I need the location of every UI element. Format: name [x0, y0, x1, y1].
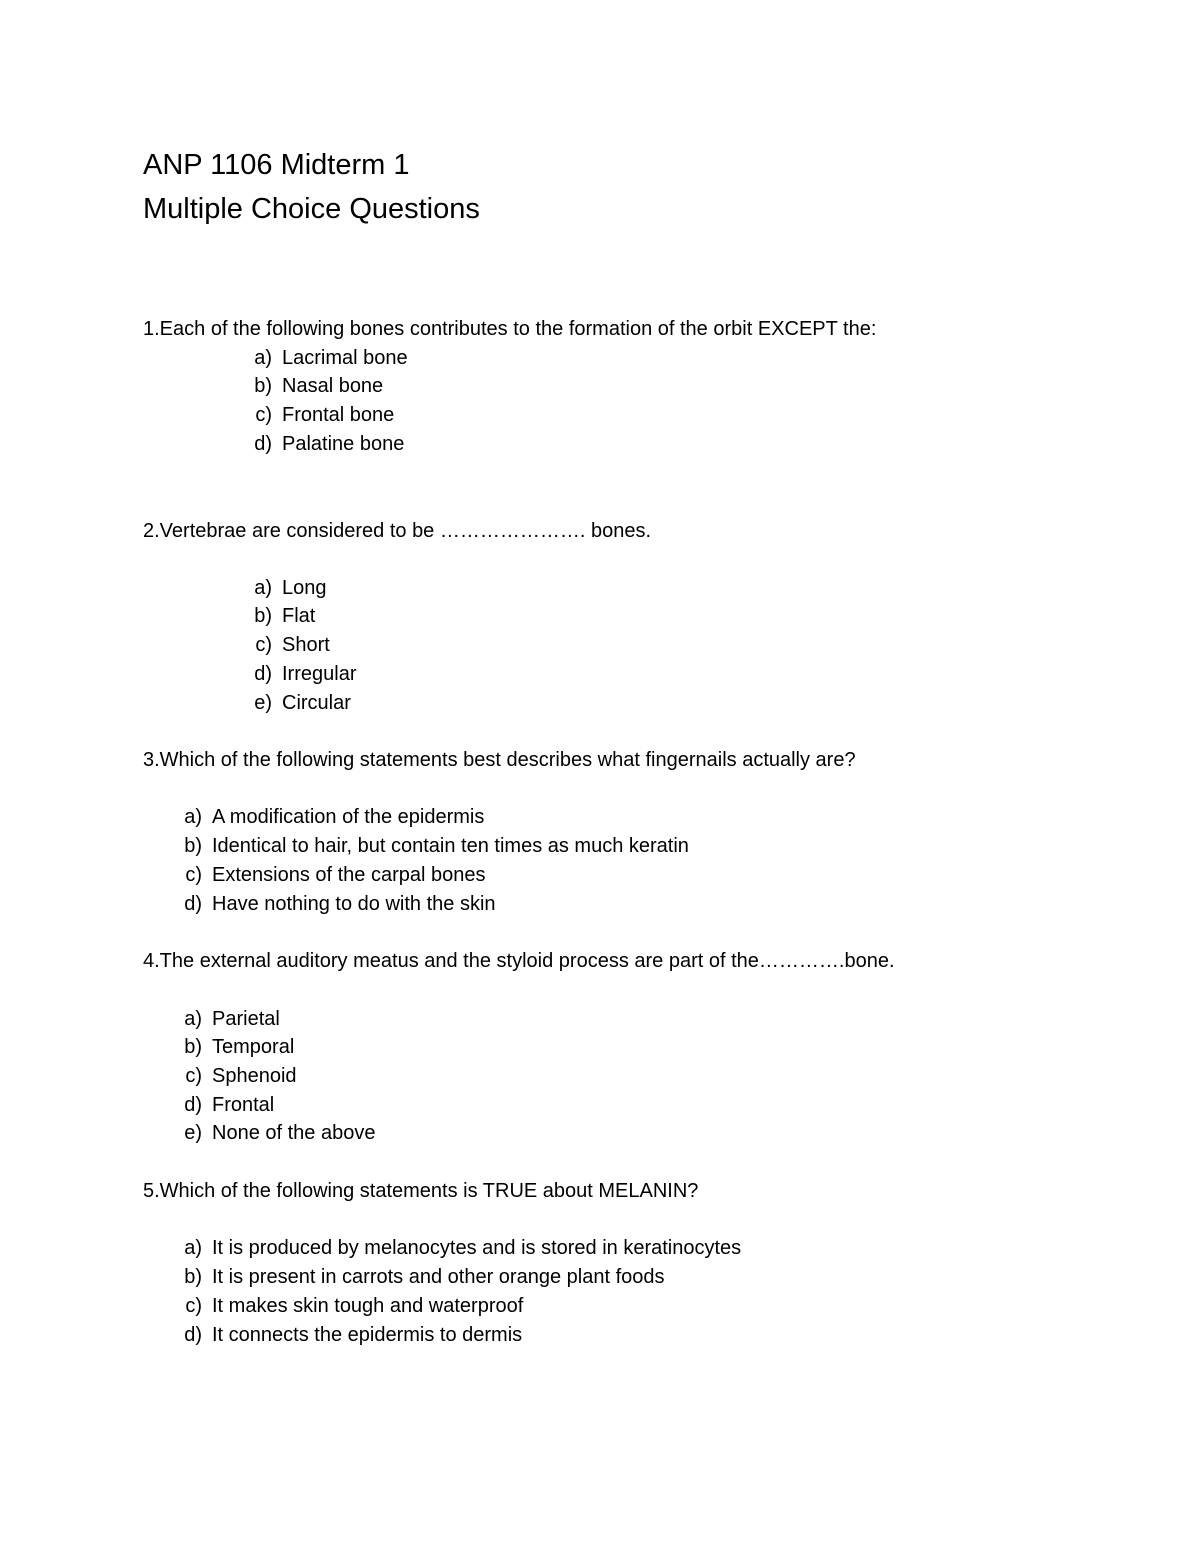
option-text: Temporal	[212, 1036, 295, 1058]
option-text: Irregular	[282, 663, 357, 685]
option-text: Frontal	[212, 1094, 275, 1116]
option-text: It makes skin tough and waterproof	[212, 1295, 524, 1317]
option-letter: b)	[184, 1036, 202, 1058]
option-letter: d)	[184, 893, 202, 915]
option-text: Frontal bone	[282, 404, 395, 426]
option-letter: c)	[185, 1295, 202, 1317]
option-letter: c)	[255, 404, 272, 426]
document-title: ANP 1106 Midterm 1	[143, 149, 410, 181]
option-text: It is present in carrots and other orange plant foods	[212, 1266, 665, 1288]
option-letter: b)	[184, 835, 202, 857]
option-text: None of the above	[212, 1122, 376, 1144]
option-letter: d)	[184, 1094, 202, 1116]
option-letter: d)	[254, 663, 272, 685]
option-text: It connects the epidermis to dermis	[212, 1324, 523, 1346]
option-letter: e)	[184, 1122, 202, 1144]
document-subtitle: Multiple Choice Questions	[143, 193, 480, 225]
option-letter: c)	[255, 634, 272, 656]
option-letter: a)	[184, 1237, 202, 1259]
option-text: Flat	[282, 605, 316, 627]
option-letter: a)	[184, 806, 202, 828]
question-5-stem: 5.Which of the following statements is TRUE about MELANIN?	[143, 1180, 699, 1202]
option-text: Extensions of the carpal bones	[212, 864, 486, 886]
option-text: Lacrimal bone	[282, 347, 408, 369]
option-text: Palatine bone	[282, 433, 405, 455]
question-1-stem: 1.Each of the following bones contributes to the formation of the orbit EXCEPT the:	[143, 318, 877, 340]
option-letter: a)	[254, 577, 272, 599]
option-letter: e)	[254, 692, 272, 714]
option-letter: c)	[185, 1065, 202, 1087]
question-3-stem: 3.Which of the following statements best describes what fingernails actually are?	[143, 749, 856, 771]
option-letter: b)	[254, 605, 272, 627]
option-text: Parietal	[212, 1008, 280, 1030]
option-text: Circular	[282, 692, 351, 714]
option-text: Have nothing to do with the skin	[212, 893, 496, 915]
option-text: Nasal bone	[282, 375, 384, 397]
option-letter: d)	[254, 433, 272, 455]
option-text: A modification of the epidermis	[212, 806, 485, 828]
option-text: It is produced by melanocytes and is stored in keratinocytes	[212, 1237, 742, 1259]
option-letter: c)	[185, 864, 202, 886]
question-2-stem: 2.Vertebrae are considered to be …………………. bones.	[143, 520, 652, 542]
option-text: Long	[282, 577, 327, 599]
option-text: Sphenoid	[212, 1065, 297, 1087]
question-4-stem: 4.The external auditory meatus and the styloid process are part of the………….bone.	[143, 950, 895, 972]
option-text: Short	[282, 634, 330, 656]
option-letter: a)	[254, 347, 272, 369]
option-letter: b)	[184, 1266, 202, 1288]
option-text: Identical to hair, but contain ten times as much keratin	[212, 835, 689, 857]
option-letter: b)	[254, 375, 272, 397]
option-letter: d)	[184, 1324, 202, 1346]
option-letter: a)	[184, 1008, 202, 1030]
